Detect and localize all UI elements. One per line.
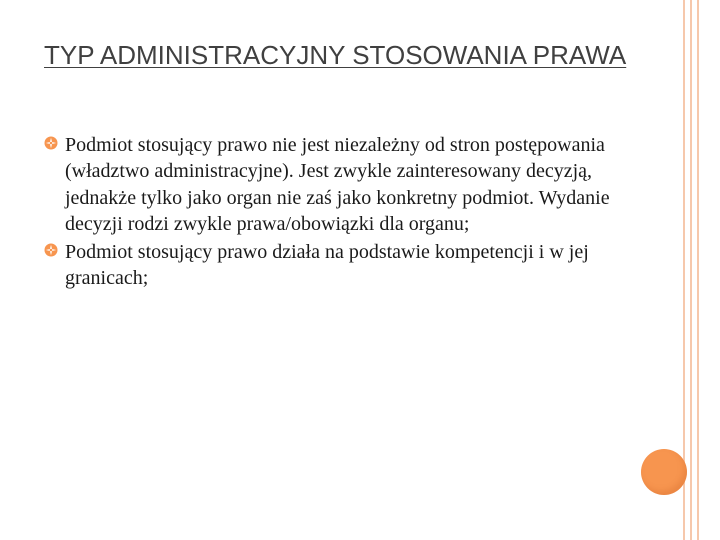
decorative-orange-circle (641, 449, 687, 495)
compass-bullet-icon (44, 243, 58, 257)
bullet-text: Podmiot stosujący prawo nie jest niezależny od stron postępowania (władztwo administracyjne). Jest zwykle zainteresowany decyzją, jednakże tylko jako organ nie zaś jako konkretny podmiot. Wydanie decyzji rodzi zwykle prawa/obowiązki dla organu; (65, 134, 610, 235)
bullet-text: Podmiot stosujący prawo działa na podstawie kompetencji i w jej granicach; (65, 241, 589, 290)
list-item (44, 132, 624, 237)
list-item (44, 239, 624, 292)
slide-title: TYP ADMINISTRACYJNY STOSOWANIA PRAWA (44, 40, 627, 70)
decorative-rail-line (690, 0, 692, 540)
decorative-rail-line (697, 0, 699, 540)
bullet-list (44, 132, 624, 294)
compass-bullet-icon (44, 136, 58, 150)
